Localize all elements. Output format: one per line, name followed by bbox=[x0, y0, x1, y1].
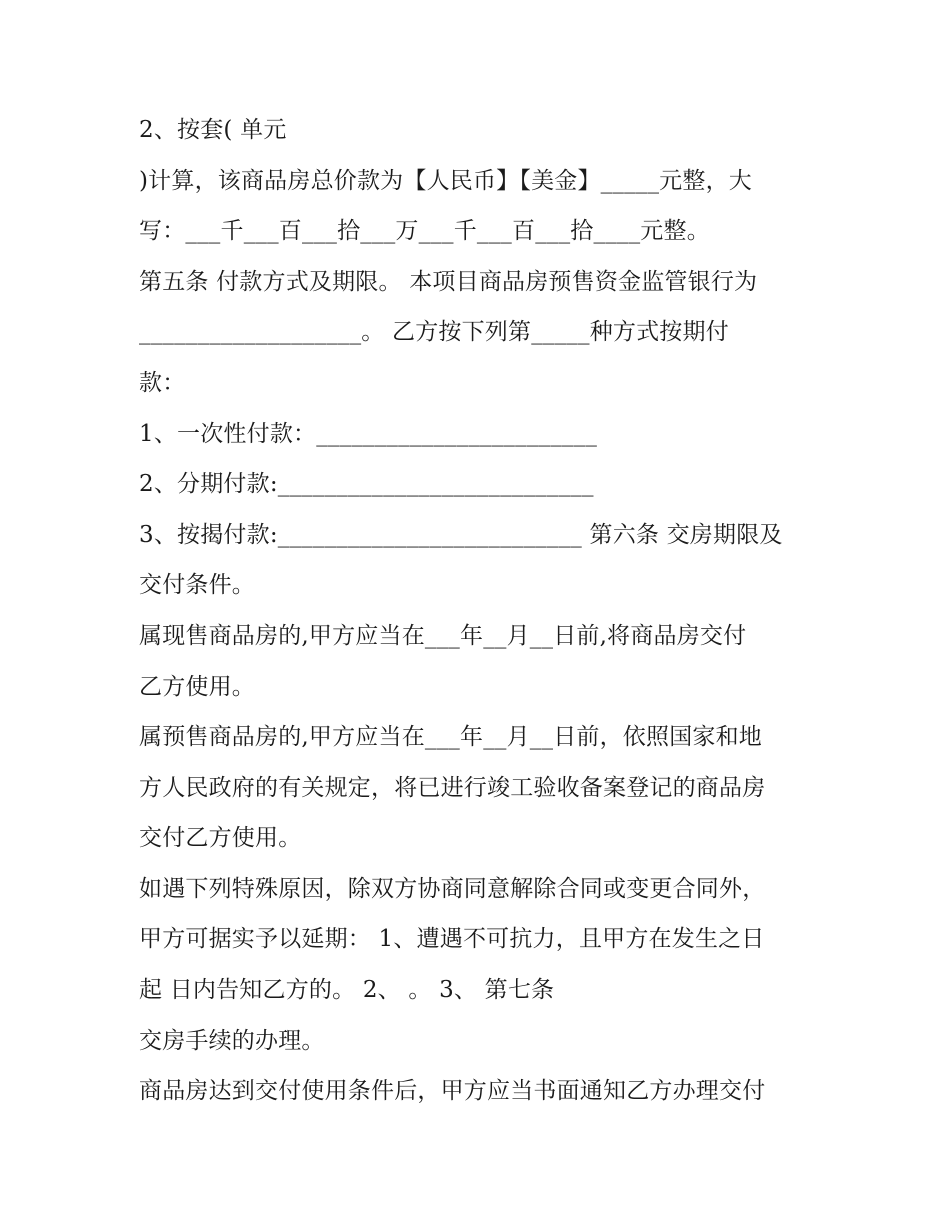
text-line: 第五条 付款方式及期限。 本项目商品房预售资金监管银行为 bbox=[139, 269, 758, 295]
text-line: 方人民政府的有关规定，将已进行竣工验收备案登记的商品房 bbox=[139, 775, 766, 801]
text-line: 写：___千___百___拾___万___千___百___拾____元整。 bbox=[139, 218, 710, 244]
text-line: 交房手续的办理。 bbox=[139, 1028, 325, 1054]
text-line: 乙方使用。 bbox=[139, 674, 255, 700]
text-line: 2、分期付款:___________________________ bbox=[139, 471, 594, 497]
text-line: 商品房达到交付使用条件后，甲方应当书面通知乙方办理交付 bbox=[139, 1078, 766, 1104]
text-line: ___________________。 乙方按下列第_____种方式按期付 bbox=[139, 319, 729, 345]
text-line: )计算，该商品房总价款为【人民币】【美金】_____元整，大 bbox=[139, 168, 752, 194]
text-line: 交付乙方使用。 bbox=[139, 825, 302, 851]
text-line: 交付条件。 bbox=[139, 572, 255, 598]
text-line: 3、按揭付款:__________________________ 第六条 交房期限及 bbox=[139, 522, 783, 548]
text-line: 1、一次性付款：________________________ bbox=[139, 421, 598, 447]
text-line: 如遇下列特殊原因，除双方协商同意解除合同或变更合同外， bbox=[139, 876, 766, 902]
text-line: 起 日内告知乙方的。 2、 。 3、 第七条 bbox=[139, 977, 555, 1003]
text-line: 属预售商品房的,甲方应当在___年__月__日前，依照国家和地 bbox=[139, 724, 763, 750]
text-line: 甲方可据实予以延期： 1、遭遇不可抗力，且甲方在发生之日 bbox=[139, 926, 765, 952]
text-line: 属现售商品房的,甲方应当在___年__月__日前,将商品房交付 bbox=[139, 623, 747, 649]
text-line: 款： bbox=[139, 370, 186, 396]
text-line: 2、按套( 单元 bbox=[139, 117, 287, 143]
